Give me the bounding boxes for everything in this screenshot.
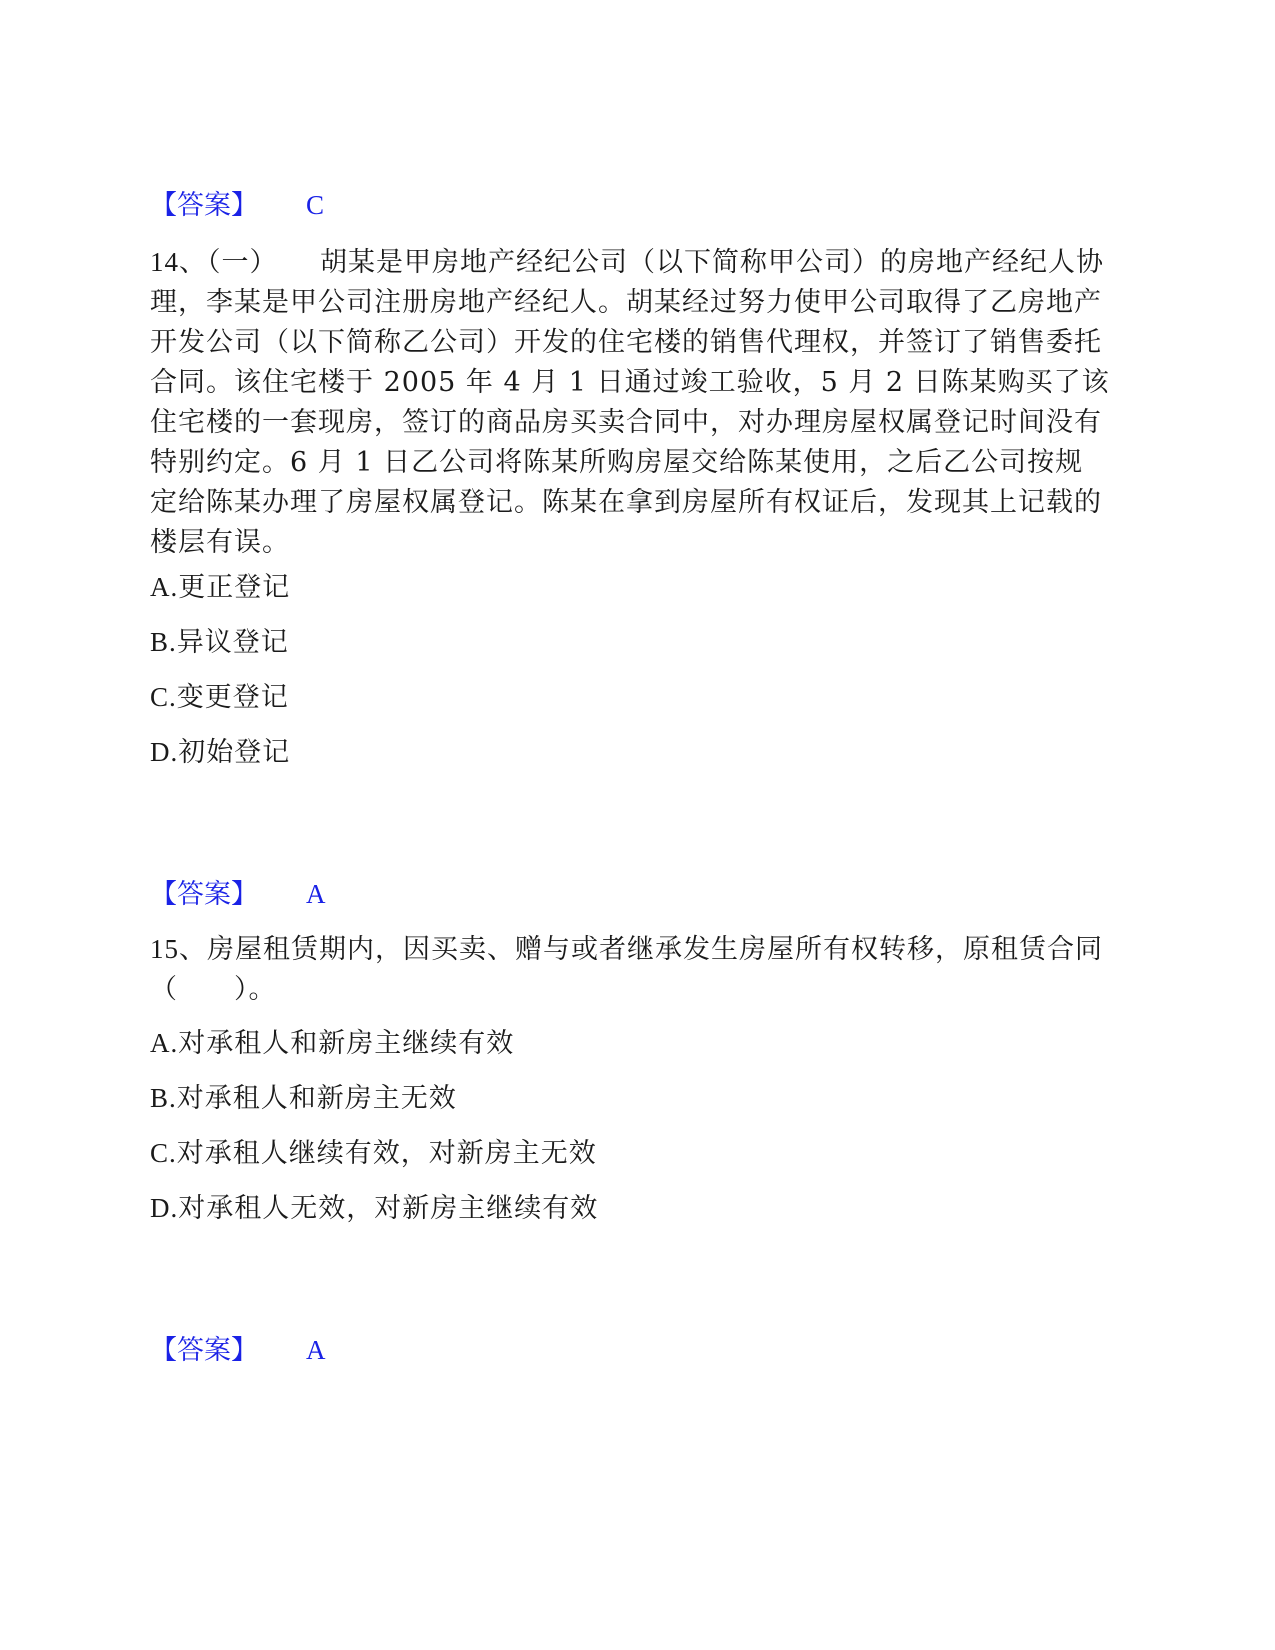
answer-line-13 <box>150 185 324 226</box>
option-15-d <box>150 1188 598 1229</box>
option-text: 更正登记 <box>178 572 291 603</box>
option-14-b <box>150 622 289 663</box>
question-stem: 房屋租赁期内，因买卖、赠与或者继承发生房屋所有权转移，原租赁合同（ ）。 <box>150 934 1103 1005</box>
answer-line-14 <box>150 874 326 915</box>
option-14-c <box>150 677 289 718</box>
answer-label: 【答案】 <box>150 190 258 221</box>
question-14 <box>150 242 1110 563</box>
option-15-b <box>150 1078 457 1119</box>
option-key: B. <box>150 1083 177 1113</box>
answer-label: 【答案】 <box>150 1335 258 1366</box>
option-key: B. <box>150 627 177 657</box>
option-key: D. <box>150 737 179 767</box>
option-text: 对承租人无效，对新房主继续有效 <box>178 1193 599 1224</box>
option-15-c <box>150 1133 597 1174</box>
question-number: 14、 <box>150 247 207 277</box>
option-key: A. <box>150 1028 179 1058</box>
answer-value: A <box>306 879 326 909</box>
option-text: 对承租人继续有效，对新房主无效 <box>176 1138 597 1169</box>
answer-label: 【答案】 <box>150 879 258 910</box>
option-text: 对承租人和新房主继续有效 <box>178 1028 515 1059</box>
option-key: A. <box>150 572 179 602</box>
option-text: 异议登记 <box>176 627 289 658</box>
option-text: 对承租人和新房主无效 <box>176 1083 457 1114</box>
answer-value: C <box>306 190 325 220</box>
option-14-a <box>150 567 290 608</box>
option-15-a <box>150 1023 514 1064</box>
option-text: 初始登记 <box>178 737 291 768</box>
question-15 <box>150 929 1110 1010</box>
option-text: 变更登记 <box>176 682 289 713</box>
option-key: C. <box>150 682 177 712</box>
question-stem: （一） 胡某是甲房地产经纪公司（以下简称甲公司）的房地产经纪人协理，李某是甲公司注册房地产经纪人。胡某经过努力使甲公司取得了乙房地产开发公司（以下简称乙公司）开发的住宅楼的销售代理权，并签订了销售委托合同。该住宅楼于 2005 年 4 月 1 日通过竣工验收，5 月 2 日陈某购买了该住宅楼的一套现房，签订的商品房买卖合同中，对办理房屋权属登记时间没有特别约定。6 月 1 日乙公司将陈某所购房屋交给陈某使用，之后乙公司按规定给陈某办理了房屋权属登记。陈某在拿到房屋所有权证后，发现其上记载的楼层有误。 <box>150 247 1110 558</box>
answer-line-15 <box>150 1330 326 1371</box>
question-number: 15、 <box>150 934 207 964</box>
option-14-d <box>150 732 290 773</box>
answer-value: A <box>306 1335 326 1365</box>
option-key: D. <box>150 1193 179 1223</box>
option-key: C. <box>150 1138 177 1168</box>
